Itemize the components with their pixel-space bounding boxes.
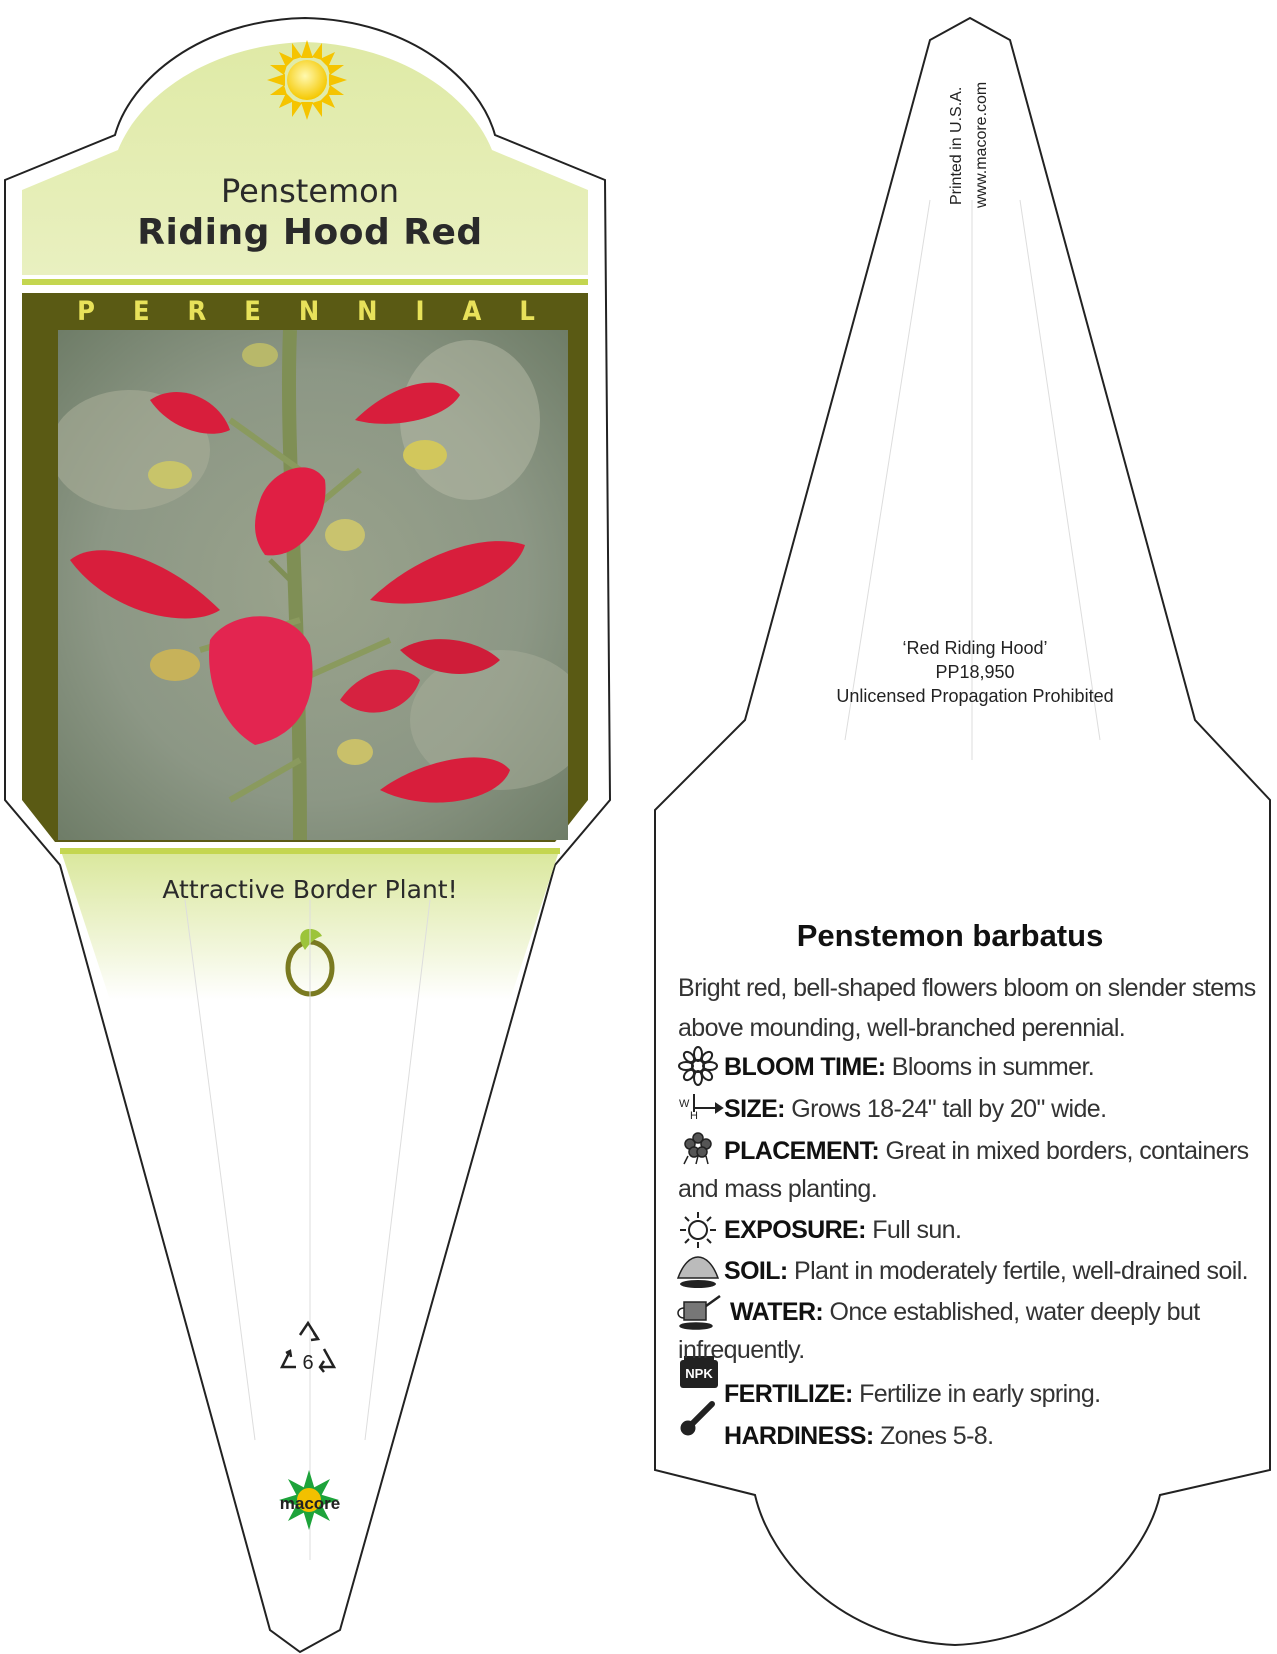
- propagation-notice: Unlicensed Propagation Prohibited: [836, 686, 1114, 706]
- attribute-size: SIZE: Grows 18-24" tall by 20" wide.: [724, 1095, 1107, 1123]
- description-line-2: above mounding, well-branched perennial.: [678, 1014, 1126, 1042]
- attribute-exposure: EXPOSURE: Full sun.: [724, 1216, 962, 1244]
- variety-name: Riding Hood Red: [137, 212, 483, 253]
- attribute-water-cont: infrequently.: [678, 1336, 805, 1364]
- patent-number: PP18,950: [935, 662, 1015, 682]
- attribute-bloom-time: BLOOM TIME: Blooms in summer.: [724, 1053, 1095, 1081]
- trademark-name: ‘Red Riding Hood’: [902, 638, 1048, 658]
- full-sun-icon: [267, 40, 347, 120]
- flower-photo: [50, 330, 590, 840]
- attribute-hardiness: HARDINESS: Zones 5-8.: [724, 1422, 994, 1450]
- size-w-label: W: [679, 1098, 690, 1110]
- attribute-placement-cont: and mass planting.: [678, 1175, 878, 1203]
- recycle-number: 6: [302, 1352, 314, 1374]
- tagline: Attractive Border Plant!: [162, 875, 458, 904]
- brand-name: macore: [279, 1494, 341, 1513]
- attribute-placement: PLACEMENT: Great in mixed borders, containers: [724, 1137, 1249, 1165]
- category-label: PERENNIAL: [77, 296, 573, 327]
- front-header-divider: [22, 279, 588, 285]
- botanical-name: Penstemon barbatus: [796, 918, 1104, 953]
- description-line-1: Bright red, bell-shaped flowers bloom on slender stems: [678, 974, 1256, 1002]
- website-label: www.macore.com: [973, 81, 990, 208]
- size-h-label: H: [690, 1110, 698, 1122]
- printed-in-label: Printed in U.S.A.: [948, 86, 965, 205]
- attribute-fertilize: FERTILIZE: Fertilize in early spring.: [724, 1380, 1101, 1408]
- common-name: Penstemon: [220, 172, 400, 210]
- npk-label: NPK: [685, 1366, 713, 1381]
- attribute-soil: SOIL: Plant in moderately fertile, well-drained soil.: [724, 1257, 1248, 1285]
- attribute-water: WATER: Once established, water deeply but: [730, 1298, 1200, 1326]
